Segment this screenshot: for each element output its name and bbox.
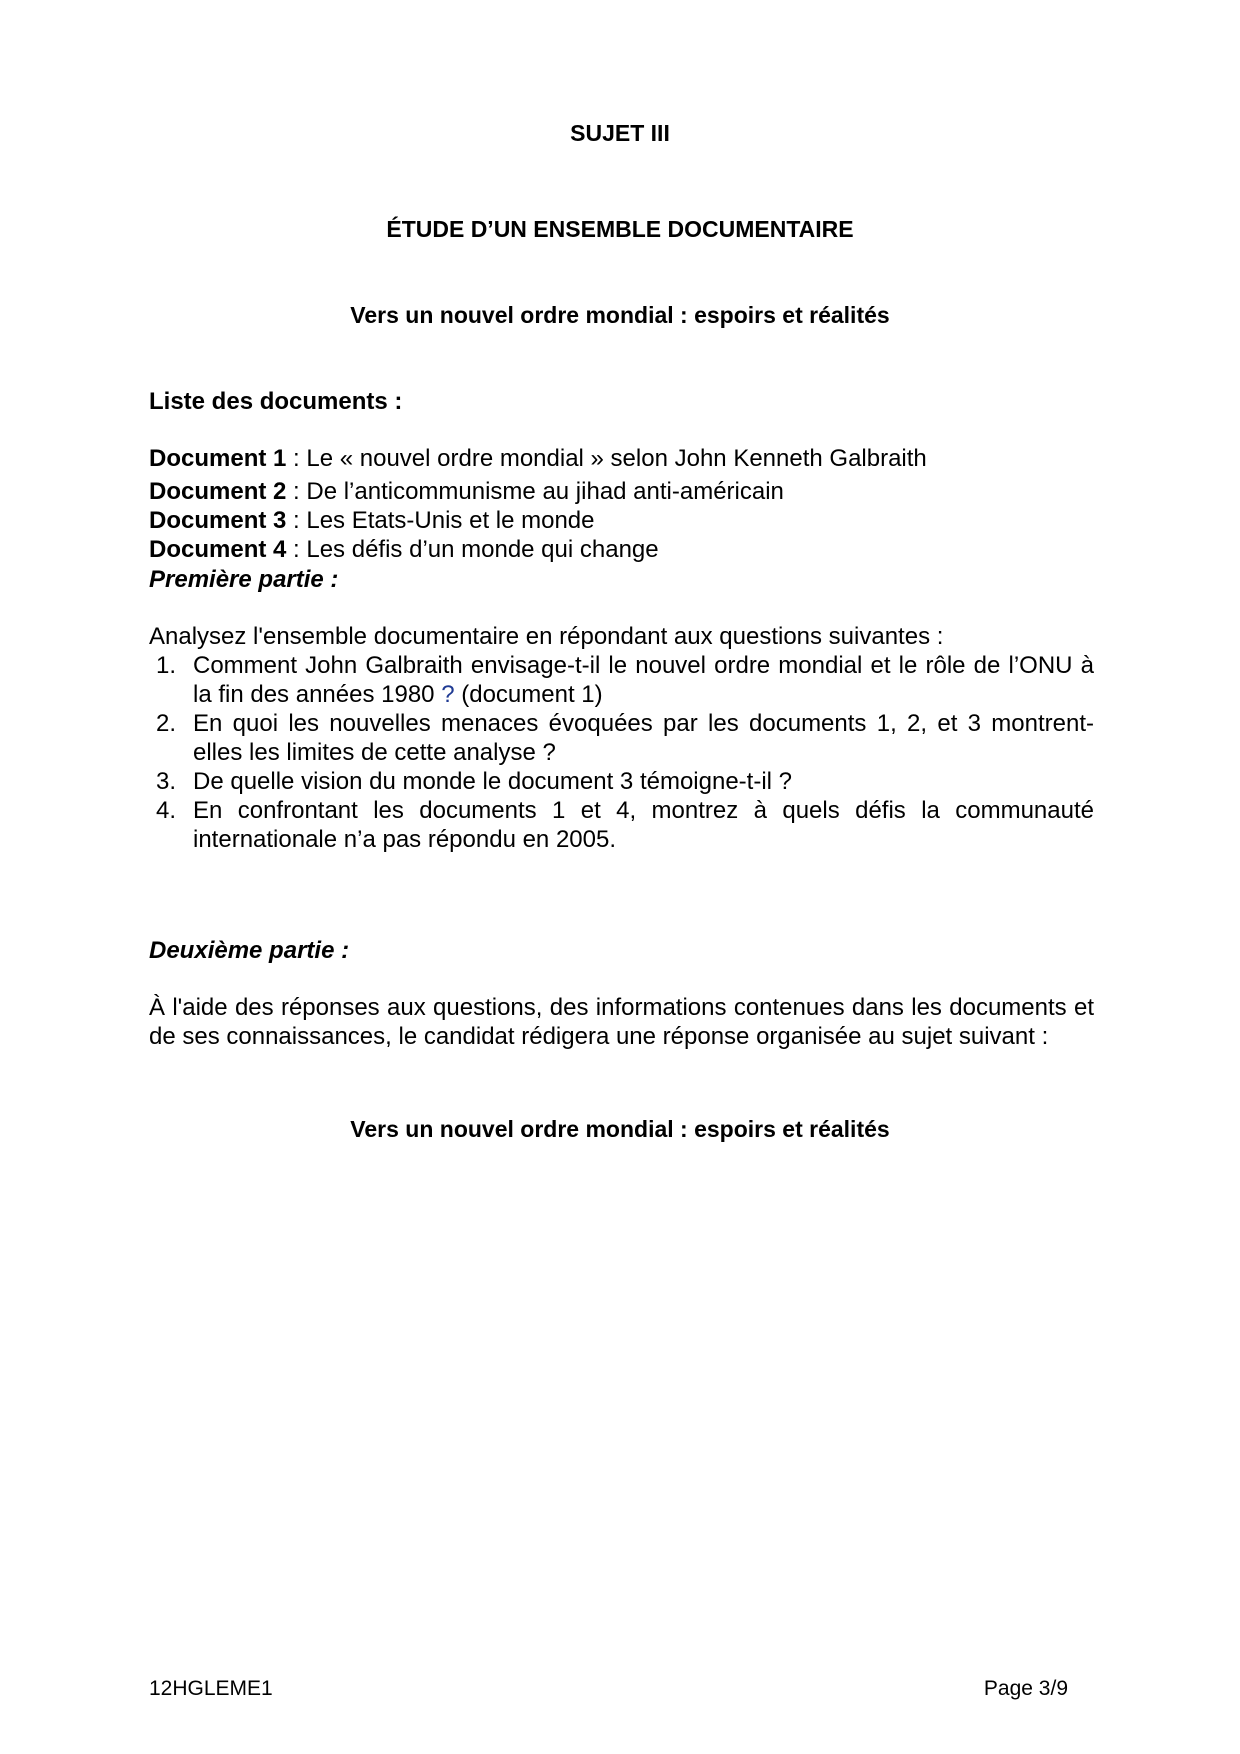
part-one-body — [149, 622, 1094, 854]
question-item-2 — [149, 709, 1094, 767]
document-label: Document 4 — [149, 536, 287, 563]
document-item-2 — [149, 477, 1094, 506]
documents-heading: Liste des documents : — [149, 388, 403, 415]
document-title: : Le « nouvel ordre mondial » selon John Kenneth Galbraith — [286, 445, 927, 472]
document-label: Document 2 — [149, 478, 287, 505]
part-one-heading: Première partie : — [149, 566, 339, 593]
question-text: De quelle vision du monde le document 3 témoigne-t-il ? — [193, 768, 793, 795]
document-item-1 — [149, 444, 1094, 473]
question-item-1 — [149, 651, 1094, 709]
theme-title: Vers un nouvel ordre mondial : espoirs et réalités — [350, 302, 890, 328]
question-text: En quoi les nouvelles menaces évoquées par les documents 1, 2, et 3 montrent-elles les limites de cette analyse ? — [193, 710, 1094, 766]
document-title: : Les Etats-Unis et le monde — [286, 507, 595, 534]
question-item-4 — [149, 796, 1094, 854]
question-text-after: (document 1) — [454, 681, 603, 708]
part-two-instructions: À l'aide des réponses aux questions, des informations contenues dans les documents et de ses connaissances, le candidat rédigera une réponse organisée au sujet suivant : — [149, 994, 1094, 1050]
document-item-4 — [149, 535, 1094, 564]
questions-list — [149, 651, 1094, 854]
part-one-intro: Analysez l'ensemble documentaire en répondant aux questions suivantes : — [149, 623, 944, 650]
documents-list — [149, 444, 1094, 564]
question-highlight: ? — [441, 681, 455, 708]
question-number: 3. — [156, 768, 177, 795]
part-two-subject: Vers un nouvel ordre mondial : espoirs et réalités — [350, 1116, 890, 1142]
question-number: 1. — [156, 652, 177, 679]
document-item-3 — [149, 506, 1094, 535]
question-text: En confrontant les documents 1 et 4, montrez à quels défis la communauté internationale n’a pas répondu en 2005. — [193, 797, 1094, 853]
part-two-heading: Deuxième partie : — [149, 937, 350, 964]
footer-code: 12HGLEME1 — [149, 1677, 273, 1700]
question-text: Comment John Galbraith envisage-t-il le nouvel ordre mondial et le rôle de l’ONU à la fin des années 1980 — [193, 652, 1094, 708]
document-label: Document 1 — [149, 445, 287, 472]
document-title: : Les défis d’un monde qui change — [286, 536, 659, 563]
subject-title: SUJET III — [570, 120, 670, 146]
question-number: 4. — [156, 797, 177, 824]
study-title: ÉTUDE D’UN ENSEMBLE DOCUMENTAIRE — [386, 216, 854, 242]
question-item-3 — [149, 767, 1094, 796]
document-title: : De l’anticommunisme au jihad anti-américain — [286, 478, 784, 505]
footer-page-number: Page 3/9 — [983, 1677, 1068, 1700]
document-label: Document 3 — [149, 507, 287, 534]
question-number: 2. — [156, 710, 177, 737]
